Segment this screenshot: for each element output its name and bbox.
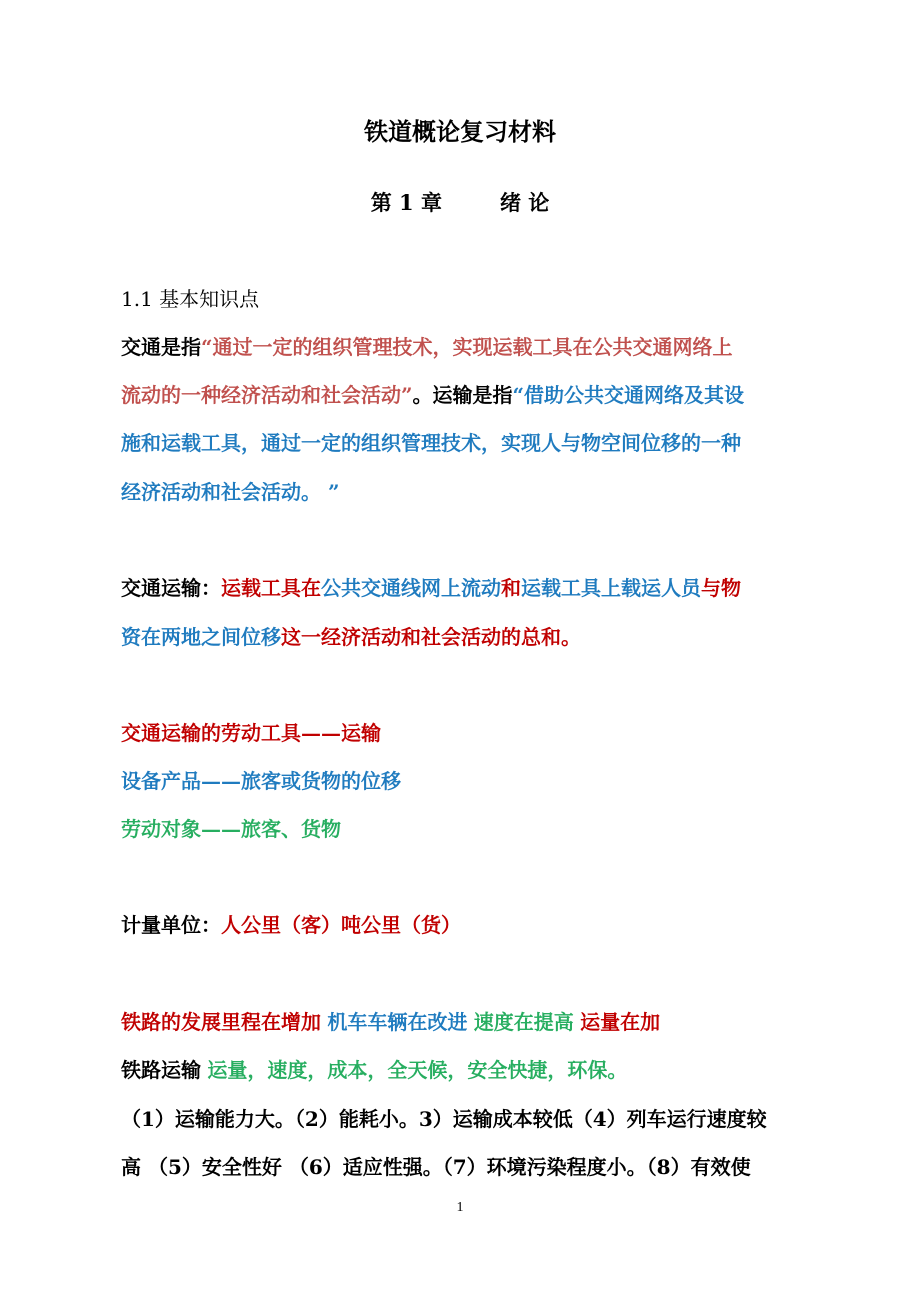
para1-line2: [121, 380, 744, 410]
para2-seg4: 运载工具上载运人员: [521, 576, 701, 600]
para2-line1: [121, 573, 741, 603]
development-2: 机车车辆在改进: [327, 1010, 468, 1034]
para1-line4: 经济活动和社会活动。 ”: [121, 480, 340, 504]
para2-seg6: 资在两地之间位移: [121, 625, 281, 649]
para2-seg7: 这一经济活动和社会活动的总和。: [281, 625, 581, 649]
para2-line2: [121, 622, 581, 652]
development-1: 铁路的发展里程在增加: [121, 1010, 321, 1034]
para1-definition2-start: “借助公共交通网络及其设: [512, 383, 745, 407]
page-number: 1: [456, 1200, 464, 1215]
section-heading: 1.1 基本知识点: [121, 287, 260, 311]
para1-term: 交通是指: [121, 335, 201, 359]
para2-seg3: 和: [501, 576, 521, 600]
rail-advantages-line1: （1）运输能力大。（2）能耗小。3）运输成本较低（4）列车运行速度较: [121, 1107, 767, 1131]
para1-line1: [121, 332, 733, 362]
rail-label: 铁路运输: [121, 1058, 201, 1082]
rail-features-line: [121, 1055, 627, 1085]
para2-seg1: 运载工具在: [221, 576, 321, 600]
units-label: 计量单位：: [121, 913, 221, 937]
para1-definition-end: 流动的一种经济活动和社会活动”: [121, 383, 413, 407]
labor-object-line: 劳动对象——旅客、货物: [121, 817, 341, 841]
para1-term2: 。运输是指: [412, 383, 513, 407]
units-value: 人公里（客）吨公里（货）: [221, 913, 461, 937]
development-4: 运量在加: [580, 1010, 661, 1034]
para2-seg2: 公共交通线网上流动: [321, 576, 501, 600]
rail-features: 运量，速度，成本，全天候，安全快捷，环保。: [207, 1058, 628, 1082]
rail-advantages-line2: 高 （5）安全性好 （6）适应性强。（7）环境污染程度小。（8）有效使: [121, 1155, 751, 1179]
labor-tool-line: 交通运输的劳动工具——运输: [121, 721, 381, 745]
document-title: 铁道概论复习材料: [364, 117, 556, 146]
chapter-number: 第 1 章: [370, 190, 442, 215]
para2-seg5: 与物: [701, 576, 741, 600]
para1-line3: 施和运载工具，通过一定的组织管理技术，实现人与物空间位移的一种: [121, 431, 741, 455]
development-line: [121, 1007, 660, 1037]
para1-definition-start: “通过一定的组织管理技术，实现运载工具在公共交通网络上: [201, 335, 733, 359]
chapter-name: 绪 论: [499, 190, 550, 215]
units-line: [121, 910, 461, 940]
product-line: 设备产品——旅客或货物的位移: [121, 769, 401, 793]
chapter-heading: [0, 183, 920, 223]
development-3: 速度在提高: [473, 1010, 574, 1034]
para2-label: 交通运输：: [121, 576, 221, 600]
